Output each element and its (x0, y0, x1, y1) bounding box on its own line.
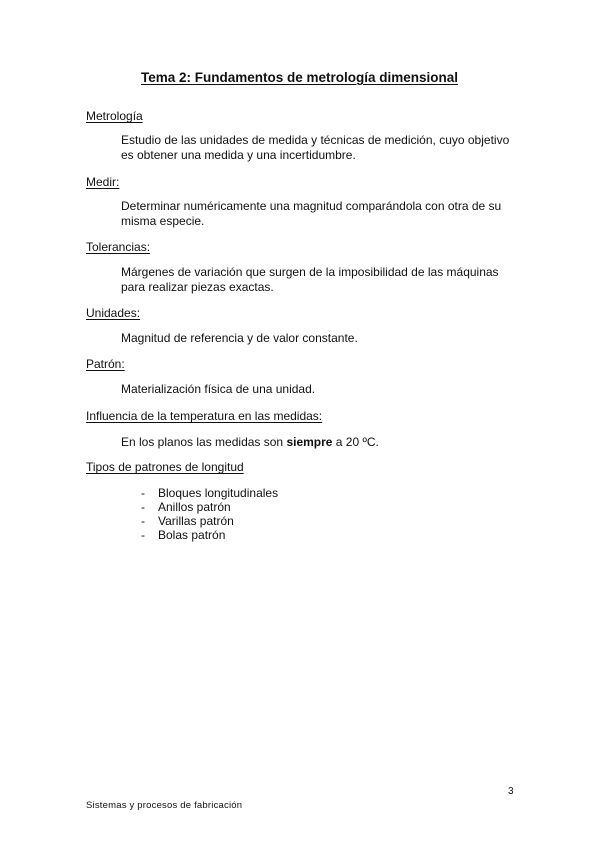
patrones-list (141, 486, 278, 542)
heading-unidades: Unidades: (86, 306, 141, 320)
heading-patron: Patrón: (86, 357, 125, 371)
text-temperatura-bold: siempre (286, 435, 333, 449)
text-temperatura-before: En los planos las medidas son (121, 435, 287, 449)
paragraph-unidades: Magnitud de referencia y de valor constante. (121, 331, 358, 345)
heading-metrologia: Metrología (86, 109, 143, 123)
list-item-text: Varillas patrón (158, 514, 234, 528)
text-temperatura-after: a 20 ºC. (332, 435, 379, 449)
list-item (141, 514, 278, 528)
list-dash: - (141, 528, 145, 542)
page-footer: Sistemas y procesos de fabricación (86, 800, 243, 811)
list-item-text: Anillos patrón (158, 500, 231, 514)
paragraph-tolerancias: Márgenes de variación que surgen de la imposibilidad de las máquinas para realizar piezas exactas. (121, 265, 499, 294)
list-item-text: Bloques longitudinales (158, 486, 279, 500)
paragraph-medir: Determinar numéricamente una magnitud comparándola con otra de su misma especie. (121, 199, 502, 228)
list-item (141, 486, 278, 500)
heading-medir: Medir: (86, 175, 120, 189)
paragraph-patron: Materialización física de una unidad. (121, 382, 316, 396)
list-item-text: Bolas patrón (158, 528, 226, 542)
heading-tipos-patrones: Tipos de patrones de longitud (86, 460, 244, 474)
paragraph-metrologia: Estudio de las unidades de medida y técnicas de medición, cuyo objetivo es obtener una medida y una incertidumbre. (121, 133, 510, 162)
page-title: Tema 2: Fundamentos de metrología dimensional (140, 70, 459, 85)
heading-temperatura: Influencia de la temperatura en las medidas: (86, 409, 323, 423)
list-dash: - (141, 486, 145, 500)
list-dash: - (141, 500, 145, 514)
list-item (141, 500, 278, 514)
page-number: 3 (508, 786, 514, 797)
heading-tolerancias: Tolerancias: (86, 240, 151, 254)
list-item (141, 528, 278, 542)
paragraph-temperatura (121, 435, 521, 450)
list-dash: - (141, 514, 145, 528)
